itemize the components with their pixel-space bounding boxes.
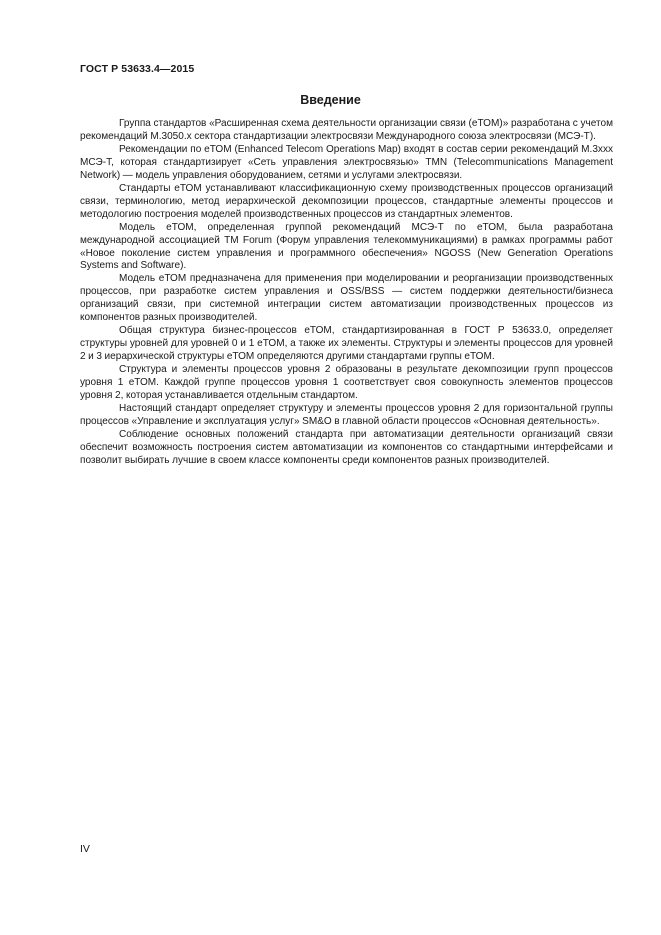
section-title: Введение (300, 93, 361, 107)
page-number: IV (80, 843, 90, 855)
paragraph: Соблюдение основных положений стандарта при автоматизации деятельности организаций связи обеспечит возможность построения систем автоматизации из компонентов со стандартными интерфейсами и позволит выбирать лучшие в своем классе компоненты среди компонентов разных производителей. (80, 428, 613, 466)
paragraph: Стандарты еТОМ устанавливают классификационную схему производственных процессов организаций связи, терминологию, метод иерархической декомпозиции процессов, стандартные элементы процессов и методологию построения моделей производственных процессов из стандартных элементов. (80, 182, 613, 220)
paragraph: Настоящий стандарт определяет структуру и элементы процессов уровня 2 для горизонтальной группы процессов «Управление и эксплуатация услуг» SM&O в главной области процессов «Основная деятельность». (80, 402, 613, 427)
paragraph: Рекомендации по еТОМ (Enhanced Telecom Operations Map) входят в состав серии рекомендаций М.3ххх МСЭ-Т, которая стандартизирует «Сеть управления электросвязью» TMN (Telecommunications Management Network) — модель управления оборудованием, сетями и услугами электросвязи. (80, 143, 613, 181)
body-text (80, 118, 613, 468)
paragraph: Общая структура бизнес-процессов еТОМ, стандартизированная в ГОСТ Р 53633.0, определяет структуры уровней для уровней 0 и 1 еТОМ, а также их элементы. Структуры и элементы процессов для уровней 2 и 3 иерархической структуры еТОМ определяются другими стандартами группы еТОМ. (80, 325, 613, 363)
paragraph: Структура и элементы процессов уровня 2 образованы в результате декомпозиции групп процессов уровня 1 еТОМ. Каждой группе процессов уровня 1 соответствует своя совокупность элементов процессов уровня 2, которая устанавливается отдельным стандартом. (80, 364, 613, 402)
paragraph: Модель еТОМ, определенная группой рекомендаций МСЭ-Т по еТОМ, была разработана международной ассоциацией TM Forum (Форум управления телекоммуникациями) в рамках программы работ «Новое поколение систем управления и программного обеспечения» NGOSS (New Generation Operations Systems and Software). (80, 221, 613, 272)
paragraph: Группа стандартов «Расширенная схема деятельности организации связи (еТОМ)» разработана с учетом рекомендаций М.3050.х сектора стандартизации электросвязи Международного союза электросвязи (МСЭ-Т). (80, 118, 613, 142)
paragraph: Модель еТОМ предназначена для применения при моделировании и реорганизации производственных процессов, при разработке систем управления и OSS/BSS — систем поддержки деятельности/бизнеса организаций связи, при системной интеграции систем автоматизации производственных процессов из компонентов разных производителей. (80, 273, 613, 324)
document-code: ГОСТ Р 53633.4—2015 (80, 63, 195, 75)
